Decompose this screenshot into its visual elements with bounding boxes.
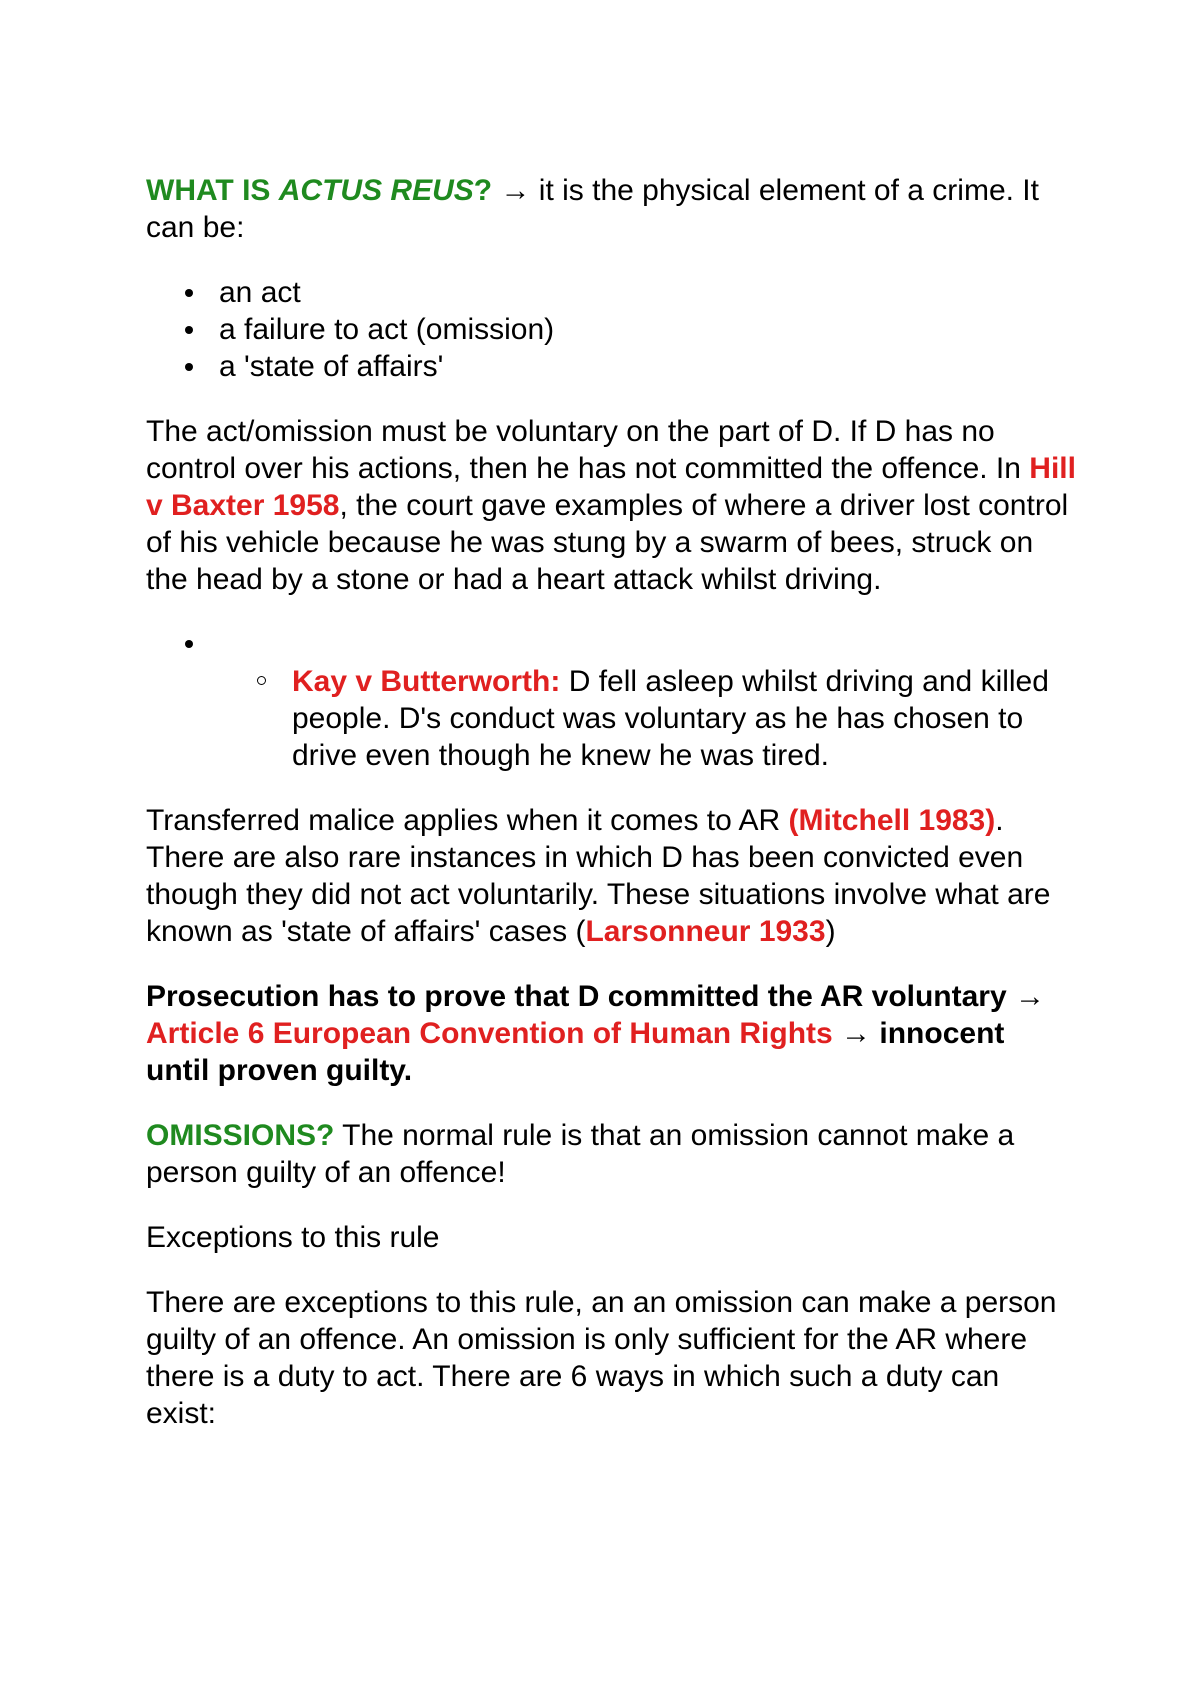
bullet-icon xyxy=(185,289,193,297)
document-page xyxy=(146,172,1076,1460)
bullet-icon xyxy=(185,363,193,371)
hollow-bullet-icon xyxy=(257,676,266,685)
omissions-heading: OMISSIONS? xyxy=(146,1119,335,1152)
actus-reus-forms-list xyxy=(146,274,1076,385)
list-item: an act xyxy=(219,274,1076,311)
article-6-echr: Article 6 European Convention of Human Rights xyxy=(146,1017,833,1050)
case-hill-v-baxter: Hill v Baxter 1958 xyxy=(146,452,1076,522)
exceptions-paragraph: There are exceptions to this rule, an an omission can make a person guilty of an offence. An omission is only sufficient for the AR where there is a duty to act. There are 6 ways in which such a duty can exist: xyxy=(146,1286,1057,1430)
case-larsonneur: Larsonneur 1933 xyxy=(585,915,826,948)
actus-reus-heading: WHAT IS ACTUS REUS? xyxy=(146,174,493,207)
case-mitchell: (Mitchell 1983) xyxy=(788,804,996,837)
kay-v-butterworth-item: Kay v Butterworth: D fell asleep whilst driving and killed people. D's conduct was voluntary as he has chosen to drive even though he knew he was tired. xyxy=(292,663,1076,774)
actus-reus-intro xyxy=(146,172,1076,246)
omissions-paragraph: OMISSIONS? The normal rule is that an omission cannot make a person guilty of an offence! xyxy=(146,1119,1015,1189)
exceptions-heading: Exceptions to this rule xyxy=(146,1221,440,1254)
list-item: a 'state of affairs' xyxy=(219,348,1076,385)
transferred-malice-paragraph: Transferred malice applies when it comes to AR (Mitchell 1983). There are also rare instances in which D has been convicted even though they did not act voluntarily. These situations involve what are known as 'state of affairs' cases (Larsonneur 1933) xyxy=(146,804,1051,948)
prosecution-paragraph: Prosecution has to prove that D committed the AR voluntary → Article 6 European Convention of Human Rights → innocent until proven guilty. xyxy=(146,980,1046,1087)
intro-text: → it is the physical element of a crime. It can be: xyxy=(146,174,1039,244)
voluntary-paragraph: The act/omission must be voluntary on the part of D. If D has no control over his actions, then he has not committed the offence. In Hill v Baxter 1958, the court gave examples of where a driver lost control of his vehicle because he was stung by a swarm of bees, struck on the head by a stone or had a heart attack whilst driving. xyxy=(146,415,1076,596)
list-item: a failure to act (omission) xyxy=(219,311,1076,348)
empty-list-item xyxy=(219,626,1076,663)
case-kay-v-butterworth: Kay v Butterworth: xyxy=(292,665,561,698)
bullet-icon xyxy=(185,326,193,334)
bullet-icon xyxy=(185,640,193,648)
